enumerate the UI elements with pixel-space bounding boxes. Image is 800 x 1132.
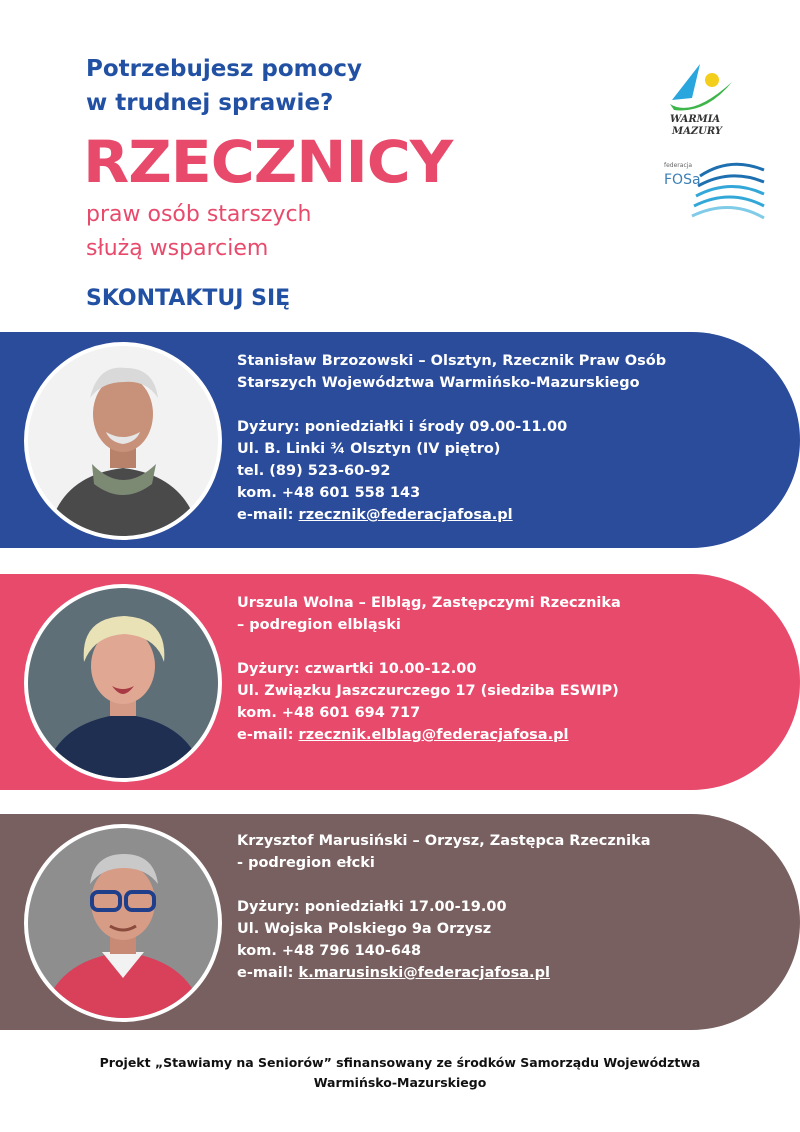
logo-text-federacja: federacja bbox=[664, 162, 693, 169]
contact-address: Ul. Związku Jaszczurczego 17 (siedziba ESWIP) bbox=[237, 683, 619, 699]
logo-text-fosa: FOSa bbox=[664, 172, 701, 188]
email-label: e-mail: bbox=[237, 965, 299, 981]
page-title: RZECZNICY bbox=[83, 129, 453, 197]
contact-card-orzysz bbox=[0, 814, 800, 1030]
logo-text-warmia: WARMIA bbox=[670, 114, 721, 125]
contact-email-row bbox=[237, 504, 666, 526]
contact-heading: SKONTAKTUJ SIĘ bbox=[86, 286, 291, 311]
contact-card-olsztyn bbox=[0, 332, 800, 548]
contact-address: Ul. B. Linki ¾ Olsztyn (IV piętro) bbox=[237, 441, 501, 457]
contact-mobile: kom. +48 601 694 717 bbox=[237, 705, 421, 721]
contact-name-line-1: Urszula Wolna – Elbląg, Zastępczymi Rzecznika bbox=[237, 595, 621, 611]
contact-phone: tel. (89) 523-60-92 bbox=[237, 463, 391, 479]
contact-hours: Dyżury: poniedziałki 17.00-19.00 bbox=[237, 899, 507, 915]
contact-name-line-2: Starszych Województwa Warmińsko-Mazurskiego bbox=[237, 375, 640, 391]
fosa-logo-graphic bbox=[660, 156, 770, 226]
contact-name-line-2: - podregion ełcki bbox=[237, 855, 375, 871]
contact-info bbox=[237, 830, 651, 984]
email-link[interactable]: k.marusinski@federacjafosa.pl bbox=[298, 965, 550, 981]
portrait-graphic bbox=[28, 346, 218, 536]
email-link[interactable]: rzecznik@federacjafosa.pl bbox=[298, 507, 513, 523]
contact-hours: Dyżury: czwartki 10.00-12.00 bbox=[237, 661, 477, 677]
portrait-graphic bbox=[28, 588, 218, 778]
headline-line-1: Potrzebujesz pomocy bbox=[86, 56, 363, 82]
contact-info bbox=[237, 350, 666, 526]
contact-address: Ul. Wojska Polskiego 9a Orzysz bbox=[237, 921, 492, 937]
avatar-brzozowski bbox=[24, 342, 222, 540]
contact-name-line-2: – podregion elbląski bbox=[237, 617, 401, 633]
email-label: e-mail: bbox=[237, 507, 299, 523]
warmia-mazury-logo-graphic bbox=[662, 58, 744, 140]
contact-name-line-1: Stanisław Brzozowski – Olsztyn, Rzecznik Praw Osób bbox=[237, 353, 667, 369]
contact-mobile: kom. +48 796 140-648 bbox=[237, 943, 422, 959]
headline-line-2: w trudnej sprawie? bbox=[86, 90, 334, 116]
fosa-logo bbox=[660, 156, 770, 226]
contact-name-line-1: Krzysztof Marusiński – Orzysz, Zastępca Rzecznika bbox=[237, 833, 651, 849]
footer-line-2: Warmińsko-Mazurskiego bbox=[313, 1075, 487, 1090]
subtitle bbox=[86, 198, 312, 266]
subtitle-line-1: praw osób starszych bbox=[86, 202, 312, 227]
contact-email-row bbox=[237, 962, 651, 984]
email-link[interactable]: rzecznik.elblag@federacjafosa.pl bbox=[298, 727, 569, 743]
subtitle-line-2: służą wsparciem bbox=[86, 236, 269, 261]
headline bbox=[86, 52, 362, 120]
warmia-mazury-logo bbox=[662, 58, 744, 140]
portrait-graphic bbox=[28, 828, 218, 1018]
contact-card-elblag bbox=[0, 574, 800, 790]
avatar-marusinski bbox=[24, 824, 222, 1022]
email-label: e-mail: bbox=[237, 727, 299, 743]
footer-note bbox=[0, 1053, 800, 1093]
logo-text-mazury: MAZURY bbox=[672, 126, 722, 137]
footer-line-1: Projekt „Stawiamy na Seniorów” sfinansowany ze środków Samorządu Województwa bbox=[99, 1055, 701, 1070]
contact-email-row bbox=[237, 724, 621, 746]
avatar-wolna bbox=[24, 584, 222, 782]
contact-info bbox=[237, 592, 621, 746]
contact-hours: Dyżury: poniedziałki i środy 09.00-11.00 bbox=[237, 419, 568, 435]
contact-mobile: kom. +48 601 558 143 bbox=[237, 485, 421, 501]
